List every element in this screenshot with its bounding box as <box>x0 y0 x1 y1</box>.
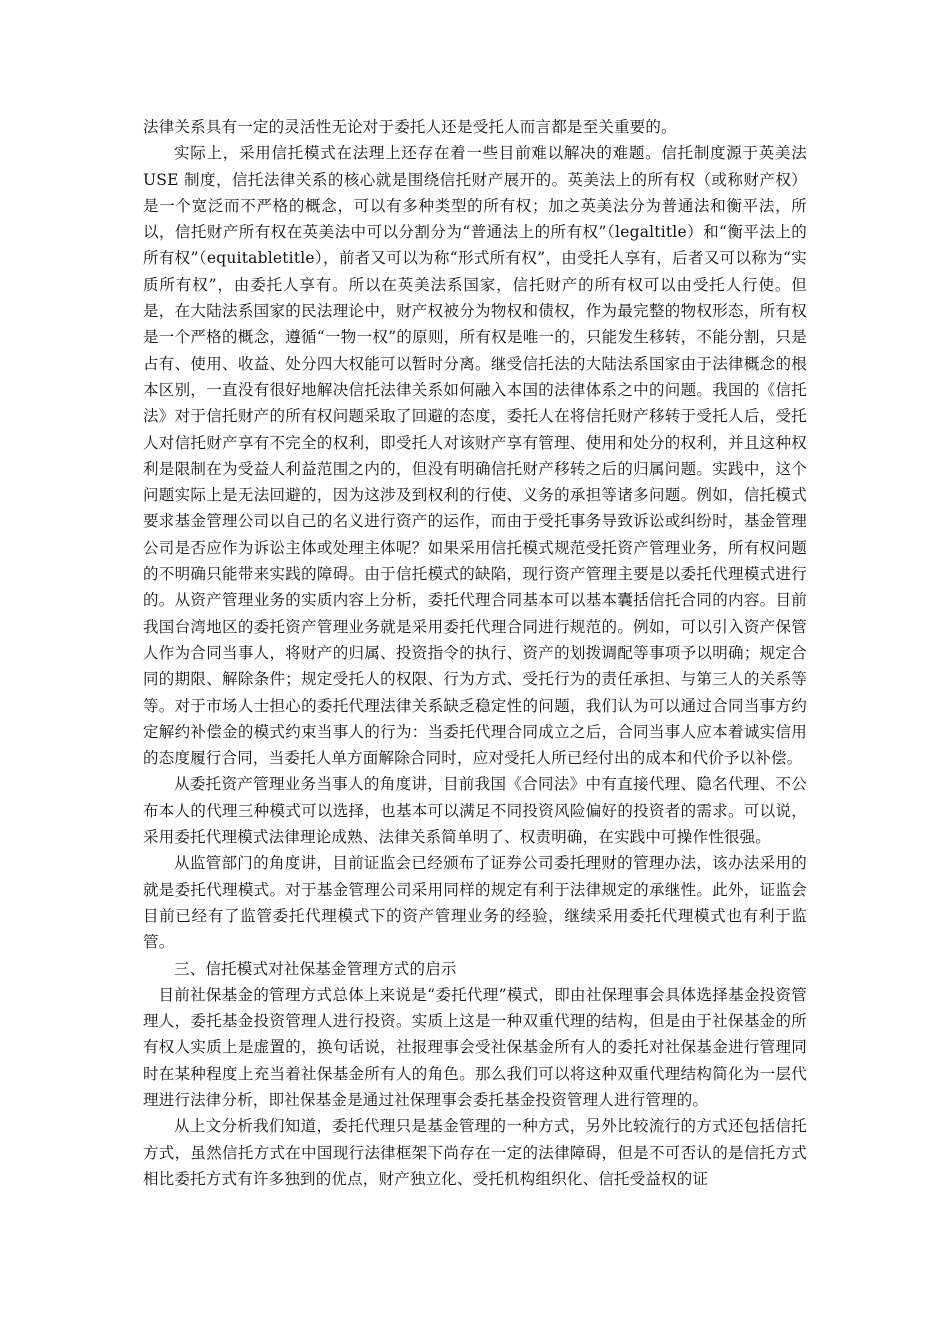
paragraph-principal-perspective: 从委托资产管理业务当事人的角度讲，目前我国《合同法》中有直接代理、隐名代理、不公布本人的代理三种模式可以选择，也基本可以满足不同投资风险偏好的投资者的需求。可以说，采用委托代理模式法律理论成熟、法律关系简单明了、权责明确，在实践中可操作性很强。 <box>143 775 807 847</box>
paragraph-social-security-fund: 目前社保基金的管理方式总体上来说是“委托代理”模式，即由社保理事会具体选择基金投资管理人，委托基金投资管理人进行投资。实质上这是一种双重代理的结构，但是由于社保基金的所有权人实质上是虚置的，换句话说，社报理事会受社保基金所有人的委托对社保基金进行管理同时在某种程度上充当着社保基金所有人的角色。那么我们可以将这种双重代理结构简化为一层代理进行法律分析，即社保基金是通过社保理事会委托基金投资管理人进行管理的。 <box>143 985 807 1109</box>
paragraph-regulator-perspective: 从监管部门的角度讲，目前证监会已经颁布了证券公司委托理财的管理办法，该办法采用的就是委托代理模式。对于基金管理公司采用同样的规定有利于法律规定的承继性。此外，证监会目前已经有了监管委托代理模式下的资产管理业务的经验，继续采用委托代理模式也有利于监管。 <box>143 854 807 952</box>
paragraph-trust-advantages: 从上文分析我们知道，委托代理只是基金管理的一种方式，另外比较流行的方式还包括信托方式，虽然信托方式在中国现行法律框架下尚存在一定的法律障碍，但是不可否认的是信托方式相比委托方式有许多独到的优点，财产独立化、受托机构组织化、信托受益权的证 <box>143 1117 807 1188</box>
document-body <box>143 114 807 1192</box>
paragraph-trust-model-difficulties: 实际上，采用信托模式在法理上还存在着一些目前难以解决的难题。信托制度源于英美法 USE 制度，信托法律关系的核心就是围绕信托财产展开的。英美法上的所有权（或称财产权）是一个宽泛而不严格的概念，可以有多种类型的所有权；加之英美法分为普通法和衡平法，所以，信托财产所有权在英美法中可以分割分为“普通法上的所有权”（legaltitle）和“衡平法上的所有权”（equitabletitle），前者又可以为称“形式所有权”，由受托人享有，后者又可以称为“实质所有权”，由委托人享有。所以在英美法系国家，信托财产的所有权可以由受托人行使。但是，在大陆法系国家的民法理论中，财产权被分为物权和债权，作为最完整的物权形态，所有权是一个严格的概念，遵循“一物一权”的原则，所有权是唯一的，只能发生移转，不能分割，只是占有、使用、收益、处分四大权能可以暂时分离。继受信托法的大陆法系国家由于法律概念的根本区别，一直没有很好地解决信托法律关系如何融入本国的法律体系之中的问题。我国的《信托法》对于信托财产的所有权问题采取了回避的态度，委托人在将信托财产移转于受托人后，受托人对信托财产享有不完全的权利，即受托人对该财产享有管理、使用和处分的权利，并且这种权利是限制在为受益人利益范围之内的，但没有明确信托财产移转之后的归属问题。实践中，这个问题实际上是无法回避的，因为这涉及到权利的行使、义务的承担等诸多问题。例如，信托模式要求基金管理公司以自己的名义进行资产的运作，而由于受托事务导致诉讼或纠纷时，基金管理公司是否应作为诉讼主体或处理主体呢？如果采用信托模式规范受托资产管理业务，所有权问题的不明确只能带来实践的障碍。由于信托模式的缺陷，现行资产管理主要是以委托代理模式进行的。从资产管理业务的实质内容上分析，委托代理合同基本可以基本囊括信托合同的内容。目前我国台湾地区的委托资产管理业务就是采用委托代理合同进行规范的。例如，可以引入资产保管人作为合同当事人，将财产的归属、投资指令的执行、资产的划拨调配等事项予以明确；规定合同的期限、解除条件；规定受托人的权限、行为方式、受托行为的责任承担、与第三人的关系等等。对于市场人士担心的委托代理法律关系缺乏稳定性的问题，我们认为可以通过合同当事方约定解约补偿金的模式约束当事人的行为：当委托代理合同成立之后，合同当事人应本着诚实信用的态度履行合同，当委托人单方面解除合同时，应对受托人所已经付出的成本和代价予以补偿。 <box>143 144 807 768</box>
paragraph-continued: 法律关系具有一定的灵活性无论对于委托人还是受托人而言都是至关重要的。 <box>143 118 677 136</box>
section-heading: 三、信托模式对社保基金管理方式的启示 <box>174 959 457 978</box>
